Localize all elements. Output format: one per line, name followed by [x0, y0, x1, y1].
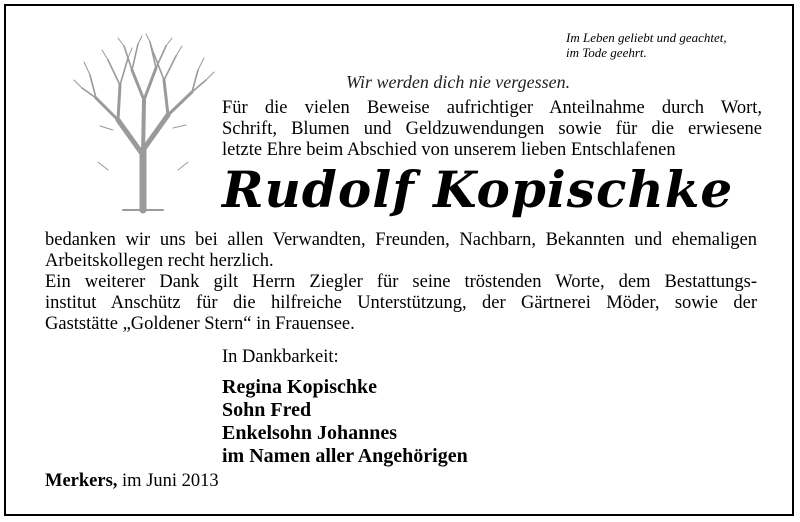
epitaph-line-2: im Tode geehrt. — [566, 45, 647, 60]
place: Merkers, — [45, 471, 118, 491]
signer: Sohn Fred — [222, 399, 312, 421]
motto: Wir werden dich nie vergessen. — [346, 72, 571, 92]
closing-phrase: In Dankbarkeit: — [222, 347, 339, 367]
signer: Enkelsohn Johannes — [222, 422, 398, 444]
body-line-1: bedanken wir uns bei allen Verwandten, Freunden, Nachbarn, Bekannten und ehemaligen — [45, 230, 757, 250]
date: im Juni 2013 — [122, 471, 219, 491]
lead-line-3: letzte Ehre beim Abschied von unserem lieben Entschlafenen — [222, 140, 676, 160]
deceased-name: Rudolf Kopischke — [222, 160, 734, 219]
epitaph-line-1: Im Leben geliebt und geachtet, — [566, 30, 727, 45]
body-line-2: Arbeitskollegen recht herzlich. — [45, 251, 274, 271]
signers-list — [222, 376, 468, 468]
lead-line-2: Schrift, Blumen und Geldzuwendungen sowie für die erwiesene — [222, 119, 762, 139]
lead-line-1: Für die vielen Beweise aufrichtiger Anteilnahme durch Wort, — [222, 98, 762, 118]
bare-tree-icon — [68, 30, 218, 215]
signer: Regina Kopischke — [222, 376, 378, 398]
body-line-5: Gaststätte „Goldener Stern“ in Frauensee. — [45, 314, 355, 334]
body-line-4: institut Anschütz für die hilfreiche Unterstützung, der Gärtnerei Möder, sowie der — [45, 293, 757, 313]
lead-paragraph — [222, 98, 762, 161]
body-line-3: Ein weiterer Dank gilt Herrn Ziegler für seine tröstenden Worte, dem Bestattungs- — [45, 272, 757, 292]
epitaph-quote — [566, 30, 756, 60]
place-date — [45, 471, 219, 492]
thanks-paragraph — [45, 230, 757, 335]
signer: im Namen aller Angehörigen — [222, 445, 468, 467]
